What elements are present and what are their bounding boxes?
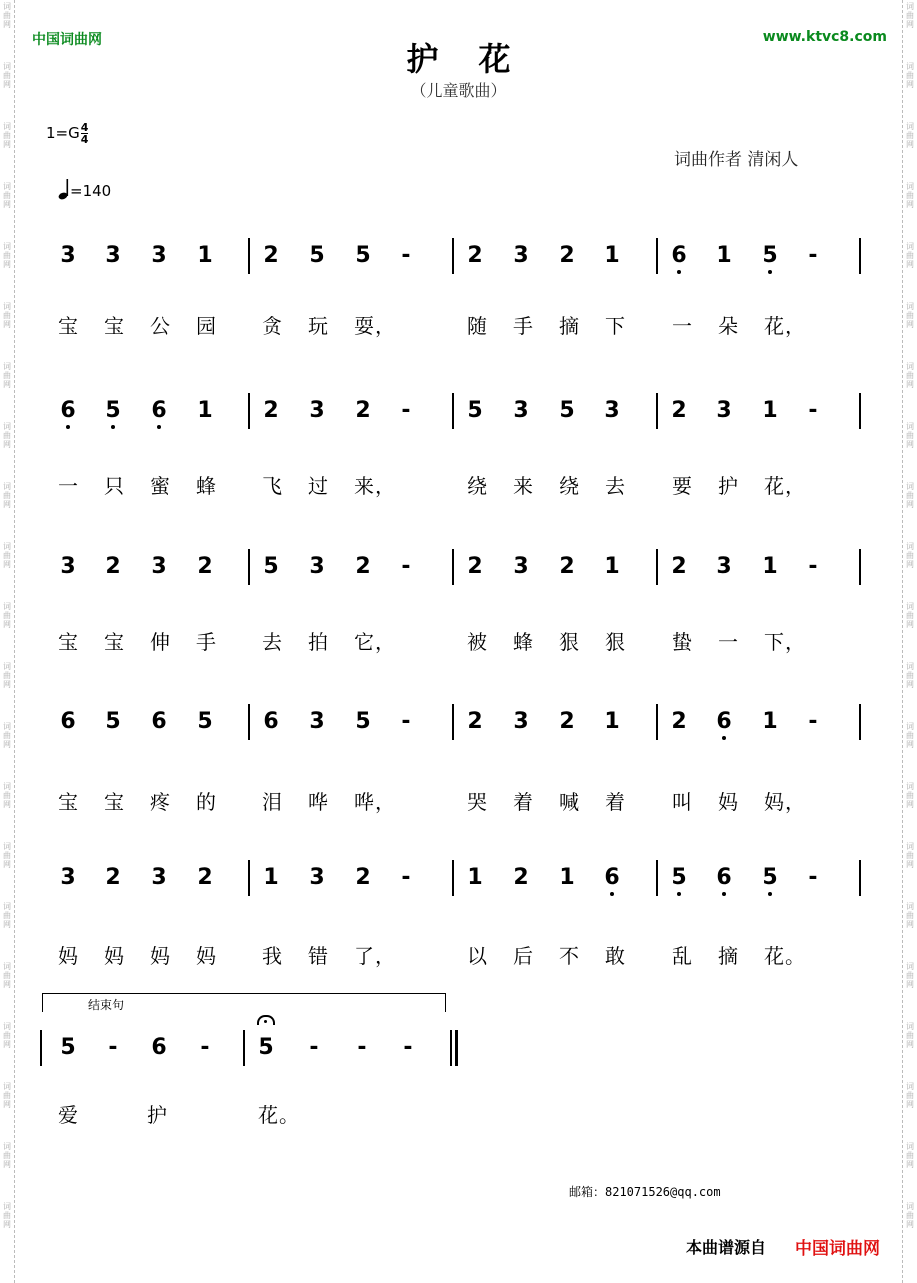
lyric: 喊 <box>559 790 580 814</box>
lyric: 狠 <box>605 630 626 654</box>
lyric: 妈 <box>196 944 217 968</box>
lyric: 一 <box>718 630 739 654</box>
lyric: 错 <box>308 944 329 968</box>
note: 6 <box>151 1035 167 1060</box>
watermark-text: 词 曲 网 <box>3 362 11 389</box>
note: 1 <box>197 243 213 268</box>
lyric: 宝 <box>104 314 125 338</box>
lyric: 宝 <box>58 314 79 338</box>
watermark-text: 词 曲 网 <box>906 1202 914 1229</box>
watermark-text: 词 曲 网 <box>3 482 11 509</box>
lyric: 妈， <box>764 790 806 814</box>
low-octave-dot <box>610 892 614 896</box>
note: 2 <box>671 709 687 734</box>
bar-line <box>859 549 861 585</box>
note: 3 <box>151 865 167 890</box>
lyric: 伸 <box>150 630 171 654</box>
note: 1 <box>604 243 620 268</box>
lyric: 下， <box>764 630 806 654</box>
lyric: 宝 <box>58 630 79 654</box>
note: 5 <box>664 865 694 891</box>
note: 1 <box>604 709 620 734</box>
lyric: 被 <box>467 630 488 654</box>
lyric: 下 <box>605 314 626 338</box>
lyric: 去 <box>262 630 283 654</box>
bar-line <box>859 860 861 896</box>
low-octave-dot <box>157 425 161 429</box>
lyric: 着 <box>605 790 626 814</box>
watermark-text: 词 曲 网 <box>906 422 914 449</box>
bar-line <box>248 549 250 585</box>
bar-line <box>859 704 861 740</box>
lyric: 叫 <box>672 790 693 814</box>
watermark-text: 词 曲 网 <box>906 722 914 749</box>
watermark-text: 词 曲 网 <box>3 302 11 329</box>
bar-line <box>452 238 454 274</box>
lyric: 不 <box>559 944 580 968</box>
watermark-text: 词 曲 网 <box>906 482 914 509</box>
note: 2 <box>105 865 121 890</box>
note: 3 <box>309 554 325 579</box>
note: 5 <box>467 398 483 423</box>
song-title: 护花 <box>406 40 551 78</box>
lyric: 泪 <box>262 790 283 814</box>
watermark-text: 词 曲 网 <box>906 242 914 269</box>
note: 2 <box>263 398 279 423</box>
note: 2 <box>513 865 529 890</box>
note: 3 <box>105 243 121 268</box>
lyric: 的 <box>196 790 217 814</box>
low-octave-dot <box>111 425 115 429</box>
note: 5 <box>105 709 121 734</box>
source-site[interactable]: 中国词曲网 <box>795 1239 880 1259</box>
note: 2 <box>467 709 483 734</box>
key-signature <box>46 122 88 145</box>
note: 3 <box>151 554 167 579</box>
bar-line <box>248 860 250 896</box>
bar-line <box>452 704 454 740</box>
note: 1 <box>762 554 778 579</box>
bar-line <box>40 1030 42 1066</box>
note: 5 <box>355 709 371 734</box>
note: 3 <box>60 865 76 890</box>
note: 1 <box>716 243 732 268</box>
note: 3 <box>309 709 325 734</box>
lyric: 哭 <box>467 790 488 814</box>
note: 6 <box>53 398 83 424</box>
lyric: 来 <box>513 474 534 498</box>
note: 2 <box>559 709 575 734</box>
watermark-text: 词 曲 网 <box>3 962 11 989</box>
low-octave-dot <box>66 425 70 429</box>
lyric: 随 <box>467 314 488 338</box>
watermark-text: 词 曲 网 <box>3 542 11 569</box>
note: 6 <box>263 709 279 734</box>
lyric: 妈 <box>58 944 79 968</box>
watermark-text: 词 曲 网 <box>3 722 11 749</box>
time-signature <box>81 122 89 145</box>
note: 1 <box>263 865 279 890</box>
note: 2 <box>197 554 213 579</box>
right-watermark-strip <box>902 0 917 1283</box>
lyric: 园 <box>196 314 217 338</box>
note: 3 <box>716 398 732 423</box>
note: - <box>200 1035 210 1060</box>
lyric: 哗 <box>308 790 329 814</box>
lyric: 耍， <box>354 314 396 338</box>
note: 6 <box>60 709 76 734</box>
note: - <box>403 1035 413 1060</box>
lyric: 花， <box>764 474 806 498</box>
score-line <box>0 709 917 782</box>
note: 6 <box>709 709 739 735</box>
lyric: 疼 <box>150 790 171 814</box>
site-url-right[interactable]: www.ktvc8.com <box>762 29 887 45</box>
note: - <box>401 709 411 734</box>
lyric: 妈 <box>150 944 171 968</box>
watermark-text: 词 曲 网 <box>906 122 914 149</box>
note: 3 <box>513 554 529 579</box>
watermark-text: 词 曲 网 <box>3 1022 11 1049</box>
contact-email[interactable]: 邮箱：821071526@qq.com <box>569 1185 721 1199</box>
lyric: 蜂 <box>196 474 217 498</box>
note: 3 <box>60 243 76 268</box>
note: 2 <box>559 243 575 268</box>
note: 6 <box>709 865 739 891</box>
note: 2 <box>355 865 371 890</box>
lyric: 只 <box>104 474 125 498</box>
lyric: 贪 <box>262 314 283 338</box>
note: - <box>808 709 818 734</box>
note: 5 <box>263 554 279 579</box>
note: 5 <box>355 243 371 268</box>
lyric: 乱 <box>672 944 693 968</box>
bar-line <box>859 393 861 429</box>
note: 1 <box>762 709 778 734</box>
note: 3 <box>60 554 76 579</box>
lyric: 摘 <box>559 314 580 338</box>
bar-line <box>656 860 658 896</box>
bar-line <box>859 238 861 274</box>
watermark-text: 词 曲 网 <box>906 1082 914 1109</box>
note: 3 <box>604 398 620 423</box>
lyric: 花。 <box>258 1103 300 1127</box>
watermark-text: 词 曲 网 <box>3 1202 11 1229</box>
time-sig-top: 4 <box>80 121 89 134</box>
lyric: 绕 <box>559 474 580 498</box>
note: 3 <box>513 243 529 268</box>
lyric: 了， <box>354 944 396 968</box>
bar-line <box>248 238 250 274</box>
lyric: 去 <box>605 474 626 498</box>
lyric: 蛰 <box>672 630 693 654</box>
note: 5 <box>197 709 213 734</box>
note: 5 <box>98 398 128 424</box>
note: - <box>808 243 818 268</box>
watermark-text: 词 曲 网 <box>906 962 914 989</box>
final-bar-line <box>450 1030 457 1066</box>
low-octave-dot <box>677 270 681 274</box>
note: 2 <box>559 554 575 579</box>
note: 2 <box>355 554 371 579</box>
note: - <box>401 554 411 579</box>
lyric: 手 <box>513 314 534 338</box>
watermark-text: 词 曲 网 <box>906 602 914 629</box>
lyric: 朵 <box>718 314 739 338</box>
note: - <box>309 1035 319 1060</box>
watermark-text: 词 曲 网 <box>3 422 11 449</box>
note: 6 <box>151 709 167 734</box>
lyric: 敢 <box>605 944 626 968</box>
lyric: 公 <box>150 314 171 338</box>
note: 3 <box>309 865 325 890</box>
left-watermark-strip <box>0 0 15 1283</box>
lyric: 蜜 <box>150 474 171 498</box>
note: - <box>808 865 818 890</box>
note: 5 <box>60 1035 76 1060</box>
low-octave-dot <box>677 892 681 896</box>
bar-line <box>243 1030 245 1066</box>
watermark-text: 词 曲 网 <box>906 362 914 389</box>
lyric: 宝 <box>104 630 125 654</box>
lyric: 玩 <box>308 314 329 338</box>
watermark-text: 词 曲 网 <box>906 62 914 89</box>
note: 3 <box>309 398 325 423</box>
watermark-text: 词 曲 网 <box>906 1022 914 1049</box>
bar-line <box>452 393 454 429</box>
watermark-text: 词 曲 网 <box>3 662 11 689</box>
lyric: 宝 <box>58 790 79 814</box>
watermark-text: 词 曲 网 <box>3 182 11 209</box>
lyric: 妈 <box>104 944 125 968</box>
bar-line <box>656 238 658 274</box>
tempo-value: =140 <box>70 182 112 200</box>
lyric: 花。 <box>764 944 806 968</box>
note: 5 <box>559 398 575 423</box>
lyric: 宝 <box>104 790 125 814</box>
lyric: 一 <box>58 474 79 498</box>
note: 2 <box>197 865 213 890</box>
lyric: 飞 <box>262 474 283 498</box>
lyric: 以 <box>467 944 488 968</box>
watermark-text: 词 曲 网 <box>906 782 914 809</box>
note: - <box>808 398 818 423</box>
note: 2 <box>671 398 687 423</box>
lyric: 过 <box>308 474 329 498</box>
lyric: 手 <box>196 630 217 654</box>
lyric: 护 <box>718 474 739 498</box>
key-label: 1=G <box>46 124 80 142</box>
bar-line <box>248 393 250 429</box>
lyric: 它， <box>354 630 396 654</box>
low-octave-dot <box>722 892 726 896</box>
watermark-text: 词 曲 网 <box>906 182 914 209</box>
watermark-text: 词 曲 网 <box>906 902 914 929</box>
source-label: 本曲谱源自 <box>686 1238 767 1257</box>
lyric: 我 <box>262 944 283 968</box>
ending-label: 结束句 <box>88 998 125 1012</box>
bar-line <box>452 549 454 585</box>
time-sig-bottom: 4 <box>80 133 89 146</box>
note: 2 <box>467 243 483 268</box>
note: - <box>108 1035 118 1060</box>
watermark-text: 词 曲 网 <box>906 662 914 689</box>
note: 2 <box>263 243 279 268</box>
note: 2 <box>467 554 483 579</box>
low-octave-dot <box>722 736 726 740</box>
watermark-text: 词 曲 网 <box>906 842 914 869</box>
watermark-text: 词 曲 网 <box>3 2 11 29</box>
note: 1 <box>762 398 778 423</box>
lyric: 着 <box>513 790 534 814</box>
fermata-icon <box>257 1015 275 1025</box>
score-line <box>0 865 917 938</box>
bar-line <box>656 704 658 740</box>
note: 5 <box>309 243 325 268</box>
bar-line <box>452 860 454 896</box>
low-octave-dot <box>768 270 772 274</box>
tempo-marking <box>58 178 111 200</box>
note: 3 <box>513 709 529 734</box>
score-line <box>0 398 917 471</box>
lyric: 来， <box>354 474 396 498</box>
lyric: 绕 <box>467 474 488 498</box>
watermark-text: 词 曲 网 <box>3 902 11 929</box>
note: 2 <box>355 398 371 423</box>
note: 3 <box>716 554 732 579</box>
note: 3 <box>151 243 167 268</box>
note: 5 <box>755 243 785 269</box>
note: 5 <box>755 865 785 891</box>
note: - <box>401 398 411 423</box>
watermark-text: 词 曲 网 <box>3 1082 11 1109</box>
lyric: 爱 <box>58 1103 79 1127</box>
song-subtitle: （儿童歌曲） <box>410 81 507 100</box>
lyric: 后 <box>513 944 534 968</box>
watermark-text: 词 曲 网 <box>3 122 11 149</box>
watermark-text: 词 曲 网 <box>3 242 11 269</box>
watermark-text: 词 曲 网 <box>3 1142 11 1169</box>
note: 1 <box>197 398 213 423</box>
low-octave-dot <box>768 892 772 896</box>
note: 6 <box>144 398 174 424</box>
note: 3 <box>513 398 529 423</box>
lyric: 哗， <box>354 790 396 814</box>
quarter-note-icon <box>58 178 70 200</box>
note: - <box>401 243 411 268</box>
bar-line <box>656 549 658 585</box>
note: - <box>401 865 411 890</box>
note: 6 <box>597 865 627 891</box>
lyric: 拍 <box>308 630 329 654</box>
watermark-text: 词 曲 网 <box>3 782 11 809</box>
note: - <box>808 554 818 579</box>
lyric: 一 <box>672 314 693 338</box>
note: 1 <box>467 865 483 890</box>
note: 2 <box>671 554 687 579</box>
lyric: 护 <box>147 1103 168 1127</box>
credits: 词曲作者 清闲人 <box>674 150 799 170</box>
bar-line <box>656 393 658 429</box>
lyric: 妈 <box>718 790 739 814</box>
watermark-text: 词 曲 网 <box>906 1142 914 1169</box>
watermark-text: 词 曲 网 <box>3 62 11 89</box>
site-name-left[interactable]: 中国词曲网 <box>32 32 102 48</box>
watermark-text: 词 曲 网 <box>3 602 11 629</box>
watermark-text: 词 曲 网 <box>3 842 11 869</box>
note: 5 <box>258 1035 274 1060</box>
lyric: 蜂 <box>513 630 534 654</box>
watermark-text: 词 曲 网 <box>906 542 914 569</box>
note: 6 <box>664 243 694 269</box>
lyric: 摘 <box>718 944 739 968</box>
note: 2 <box>105 554 121 579</box>
note: 1 <box>559 865 575 890</box>
note: 1 <box>604 554 620 579</box>
lyric: 花， <box>764 314 806 338</box>
bar-line <box>248 704 250 740</box>
lyric: 要 <box>672 474 693 498</box>
lyric: 狠 <box>559 630 580 654</box>
watermark-text: 词 曲 网 <box>906 2 914 29</box>
watermark-text: 词 曲 网 <box>906 302 914 329</box>
note: - <box>357 1035 367 1060</box>
